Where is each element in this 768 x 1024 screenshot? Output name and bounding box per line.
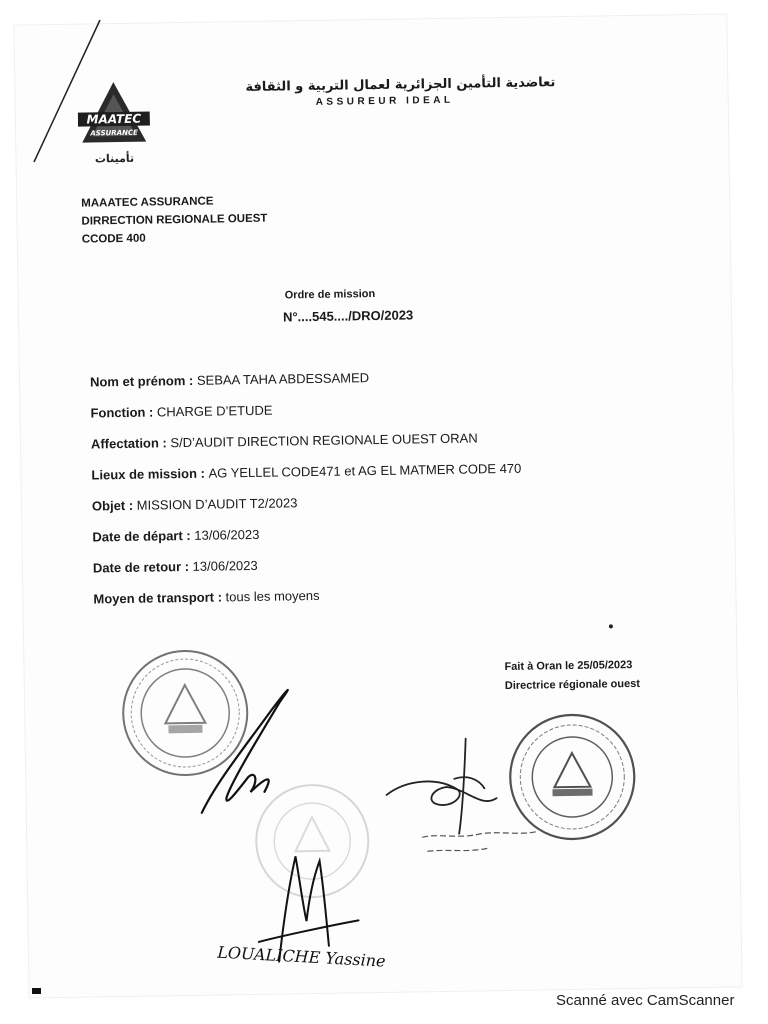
field-label: Moyen de transport : [93,589,226,607]
signoff-title: Directrice régionale ouest [504,677,641,693]
field-value: SEBAA TAHA ABDESSAMED [196,370,370,388]
right-round-stamp [509,714,635,840]
org-line-3: CCODE 400 [81,232,146,246]
right-signature [386,738,497,835]
field-label: Date de départ : [92,527,195,545]
arabic-header-title: تعاضدية التأمين الجزائرية لعمال التربية و الثقافة [245,75,556,96]
org-line-1: MAAATEC ASSURANCE [81,195,214,210]
signature-name: LOUALICHE Yassine [216,942,387,971]
logo-text-assurance: ASSURANCE [90,128,138,138]
field-value: MISSION D’AUDIT T2/2023 [136,495,298,513]
field-value: 13/06/2023 [194,526,260,543]
scan-black-mark [32,988,41,994]
field-value: tous les moyens [225,587,320,605]
field-label: Fonction : [90,404,158,421]
field-label: Lieux de mission : [91,465,209,483]
scan-crease-line [0,0,120,180]
left-signature [200,690,290,813]
logo-text-maatec: MAATEC [86,111,142,127]
document-page [14,14,741,997]
header-subtitle: ASSUREUR IDEAL [315,94,454,108]
field-value: S/D’AUDIT DIRECTION REGIONALE OUEST ORAN [170,430,478,451]
left-round-stamp [122,650,248,776]
logo-text-arabic: تأمينات [94,151,135,166]
field-label: Nom et prénom : [89,372,198,390]
faint-round-stamp [255,784,369,898]
ink-dot [609,624,613,628]
field-value: 13/06/2023 [192,557,258,574]
field-label: Objet : [91,497,137,514]
org-line-2: DIRRECTION REGIONALE OUEST [81,212,268,228]
field-value: AG YELLEL CODE471 et AG EL MATMER CODE 470 [208,460,522,481]
field-value: CHARGE D’ETUDE [156,402,273,420]
stamps-signatures [14,14,741,997]
document-type: Ordre de mission [284,288,376,302]
field-label: Date de retour : [92,558,193,576]
handwritten-arabic-fragment [422,832,537,852]
document-number: N°....545..../DRO/2023 [282,307,414,325]
camscanner-watermark: Scanné avec CamScanner [556,992,735,1009]
field-label: Affectation : [90,435,171,452]
signoff-place-date: Fait à Oran le 25/05/2023 [504,659,633,674]
